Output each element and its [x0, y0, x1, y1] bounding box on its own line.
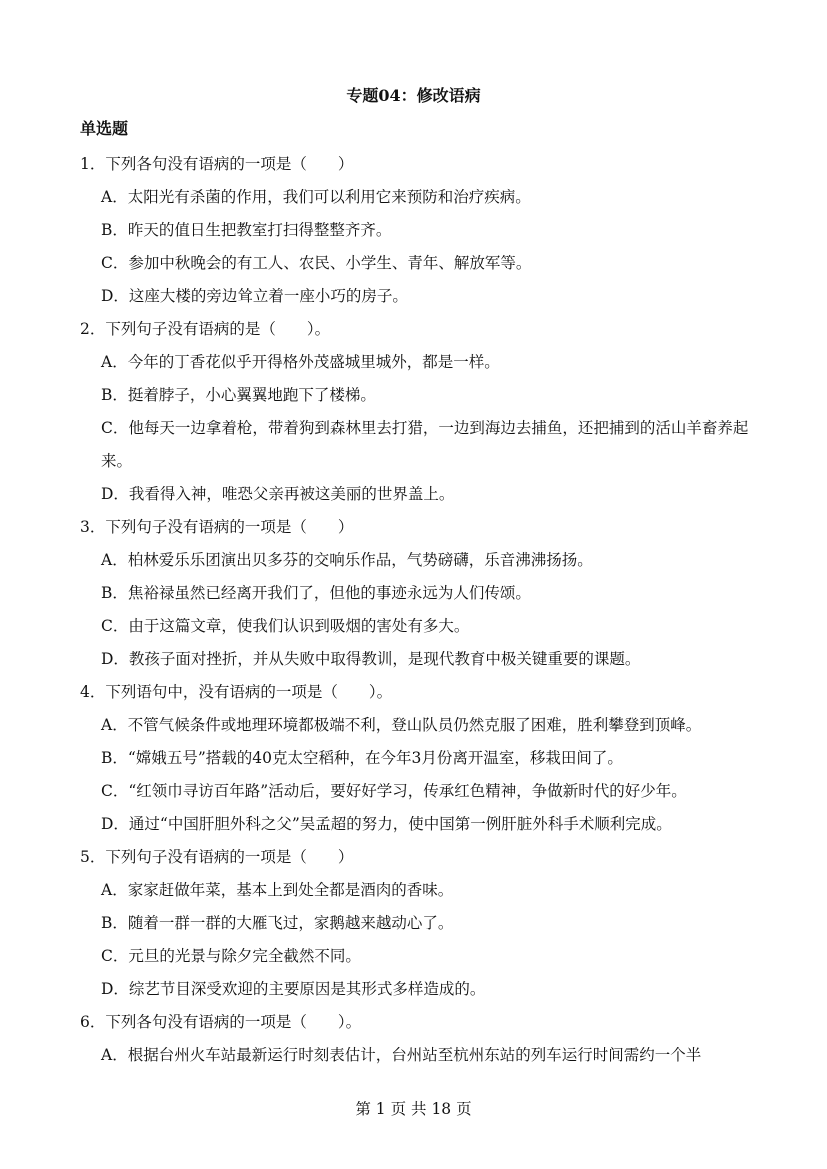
page-title: 专题04：修改语病 [346, 86, 481, 105]
option-c: C．由于这篇文章，使我们认识到吸烟的害处有多大。 [101, 617, 470, 635]
option-b: B．挺着脖子，小心翼翼地跑下了楼梯。 [101, 386, 376, 404]
option-a: A．今年的丁香花似乎开得格外茂盛城里城外，都是一样。 [101, 353, 500, 371]
question-2 [80, 313, 750, 511]
question-stem: 2．下列句子没有语病的是（ ）。 [80, 320, 331, 338]
question-4 [80, 676, 750, 841]
question-6 [80, 1006, 750, 1072]
option-d: D．综艺节目深受欢迎的主要原因是其形式多样造成的。 [101, 980, 486, 998]
option-a: A．太阳光有杀菌的作用，我们可以利用它来预防和治疗疾病。 [101, 188, 531, 206]
option-b: B．焦裕禄虽然已经离开我们了，但他的事迹永远为人们传颂。 [101, 584, 531, 602]
option-c: C．元旦的光景与除夕完全截然不同。 [101, 947, 361, 965]
question-3 [80, 511, 750, 676]
question-stem: 1．下列各句没有语病的一项是（ ） [80, 155, 354, 173]
option-a: A．柏林爱乐乐团演出贝多芬的交响乐作品，气势磅礴，乐音沸沸扬扬。 [101, 551, 593, 569]
question-list [80, 148, 750, 1072]
question-1 [80, 148, 750, 313]
option-b: B．昨天的值日生把教室打扫得整整齐齐。 [101, 221, 392, 239]
question-stem: 4．下列语句中，没有语病的一项是（ ）。 [80, 683, 393, 701]
option-d: D．我看得入神，唯恐父亲再被这美丽的世界盖上。 [101, 485, 455, 503]
option-d: D．教孩子面对挫折，并从失败中取得教训，是现代教育中极关键重要的课题。 [101, 650, 641, 668]
question-stem: 5．下列句子没有语病的一项是（ ） [80, 848, 354, 866]
option-a: A．家家赶做年菜，基本上到处全都是酒肉的香味。 [101, 881, 454, 899]
option-c: C．他每天一边拿着枪，带着狗到森林里去打猎，一边到海边去捕鱼，还把捕到的活山羊畜养起来。 [101, 419, 749, 470]
option-d: D．这座大楼的旁边耸立着一座小巧的房子。 [101, 287, 408, 305]
section-heading: 单选题 [80, 119, 129, 138]
page-footer: 第 1 页 共 18 页 [355, 1100, 472, 1118]
question-5 [80, 841, 750, 1006]
option-c: C．参加中秋晚会的有工人、农民、小学生、青年、解放军等。 [101, 254, 532, 272]
option-a: A．不管气候条件或地理环境都极端不利，登山队员仍然克服了困难，胜利攀登到顶峰。 [101, 716, 702, 734]
option-b: B．随着一群一群的大雁飞过，家鹅越来越动心了。 [101, 914, 454, 932]
option-a: A．根据台州火车站最新运行时刻表估计，台州站至杭州东站的列车运行时间需约一个半 [101, 1046, 702, 1064]
question-stem: 3．下列句子没有语病的一项是（ ） [80, 518, 354, 536]
option-b: B．“嫦娥五号”搭载的40克太空稻种，在今年3月份离开温室，移栽田间了。 [101, 749, 623, 767]
option-d: D．通过“中国肝胆外科之父”吴孟超的努力，使中国第一例肝脏外科手术顺利完成。 [101, 815, 672, 833]
question-stem: 6．下列各句没有语病的一项是（ ）。 [80, 1013, 362, 1031]
option-c: C．“红领巾寻访百年路”活动后，要好好学习，传承红色精神，争做新时代的好少年。 [101, 782, 687, 800]
